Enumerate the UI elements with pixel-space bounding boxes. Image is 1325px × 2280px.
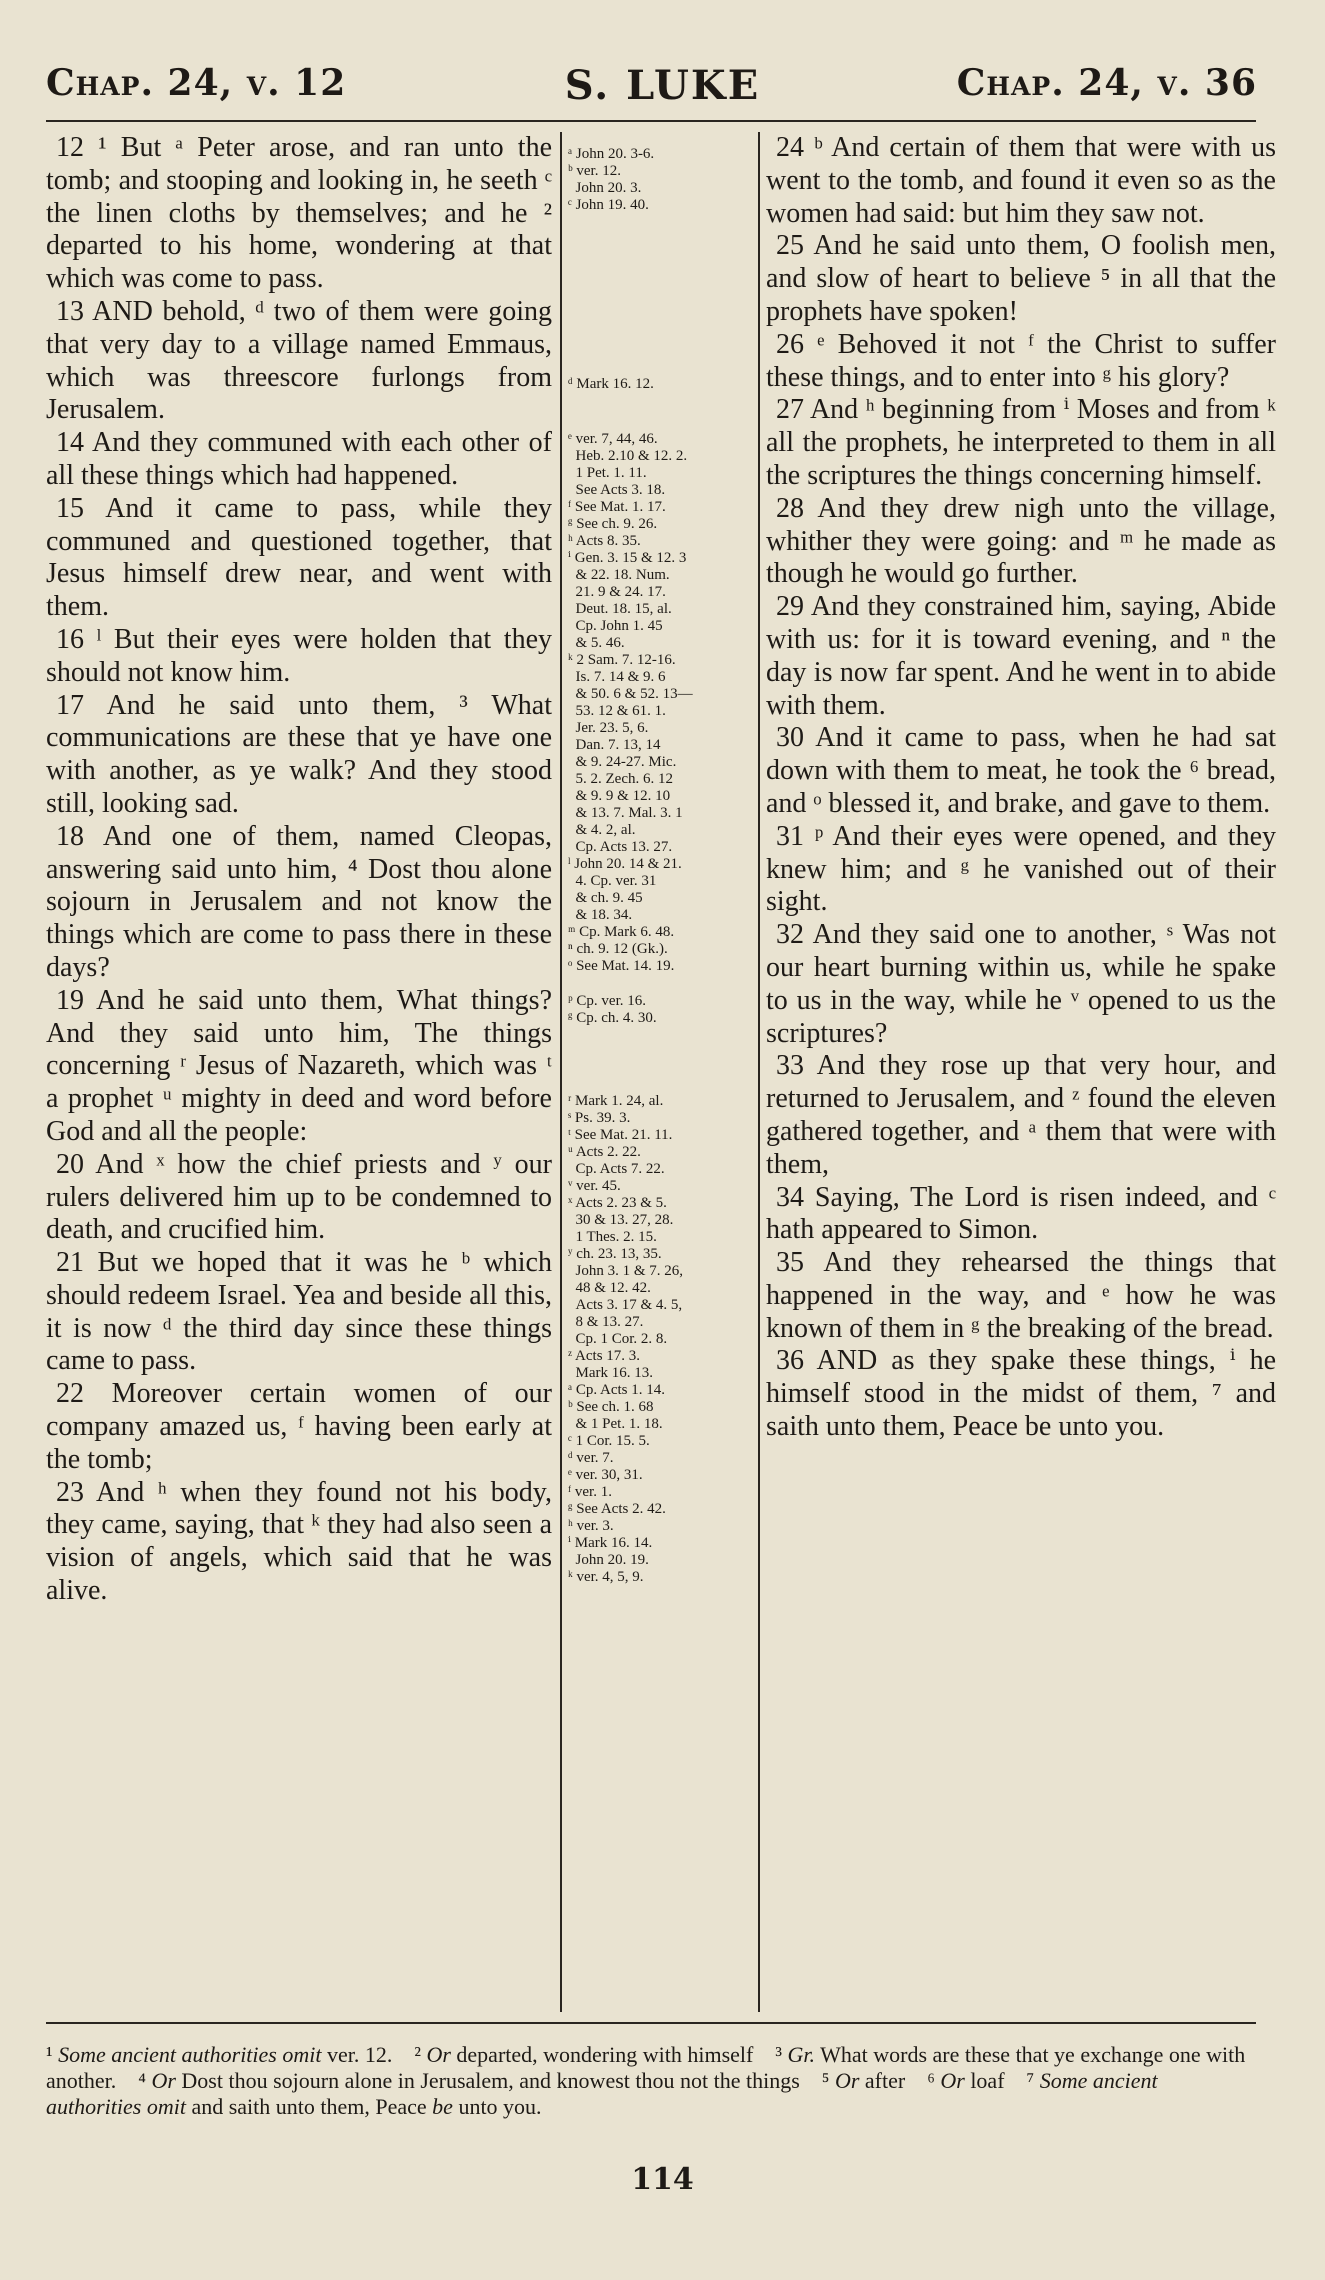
- verse-16: 16 ˡ But their eyes were holden that they should not know him.: [46, 623, 552, 688]
- footnote-italic: be: [432, 2094, 453, 2119]
- verse-33: 33 And they rose up that very hour, and returned to Jerusalem, and ᶻ found the eleven gathered together, and ᵃ them that were with them,: [766, 1050, 1276, 1180]
- footnote-number: ⁶: [927, 2068, 935, 2093]
- footnote-italic: Some ancient authorities omit: [58, 2042, 322, 2067]
- verse-13: 13 AND behold, ᵈ two of them were going that very day to a village named Emmaus, which was threescore furlongs from Jerusalem.: [46, 295, 552, 426]
- footnote-number: ⁷: [1026, 2068, 1035, 2093]
- footnote-italic: Or: [940, 2068, 965, 2093]
- footnote-italic: Some ancient authorities omit: [46, 2068, 1158, 2119]
- verse-19: 19 And he said unto them, What things? And they said unto him, The things concerning ʳ Jesus of Nazareth, which was ᵗ a prophet ᵘ mighty in deed and word before God and all the people:: [46, 984, 552, 1147]
- footnote-text: and saith unto them, Peace: [191, 2094, 427, 2119]
- right-text-column: [766, 132, 1276, 2012]
- header-book-title: S. LUKE: [564, 62, 761, 109]
- verse-35: 35 And they rehearsed the things that happened in the way, and ᵉ how he was known of them in ᵍ the breaking of the bread.: [766, 1247, 1276, 1344]
- verse-25: 25 And he said unto them, O foolish men, and slow of heart to believe ⁵ in all that the prophets have spoken!: [766, 230, 1276, 327]
- footnote-italic: Gr.: [787, 2042, 815, 2067]
- verse-17: 17 And he said unto them, ³ What communications are these that ye have one with another, as ye walk? And they stood still, looking sad.: [46, 689, 552, 819]
- footnote-text: What words are these that ye exchange one with another.: [46, 2042, 1246, 2093]
- cross-reference-column: [568, 132, 753, 2012]
- verse-21: 21 But we hoped that it was he ᵇ which should redeem Israel. Yea and beside all this, it is now ᵈ the third day since these things came to pass.: [46, 1247, 552, 1377]
- footnote-italic: Or: [426, 2042, 451, 2067]
- footnote-text: departed, wondering with himself: [456, 2042, 754, 2067]
- cross-reference-block: ᵃ John 20. 3-6. ᵇ ver. 12. John 20. 3. ᶜ John 19. 40.: [568, 146, 655, 213]
- footnote-italic: Or: [151, 2068, 176, 2093]
- column-divider-left: [560, 132, 562, 2012]
- footnote-number: ³: [775, 2042, 782, 2067]
- cross-reference-block: ᵈ Mark 16. 12.: [568, 376, 654, 392]
- header-left-reference: Chap. 24, v. 12: [46, 62, 347, 104]
- verse-32: 32 And they said one to another, ˢ Was not our heart burning within us, while he spake to us in the way, while he ᵛ opened to us the scriptures?: [766, 919, 1276, 1049]
- verse-29: 29 And they constrained him, saying, Abide with us: for it is toward evening, and ⁿ the day is now far spent. And he went in to abide with them.: [766, 591, 1276, 721]
- footnote-text: ver. 12.: [326, 2042, 393, 2067]
- column-divider-right: [758, 132, 760, 2012]
- verse-31: 31 ᵖ And their eyes were opened, and they knew him; and ᵍ he vanished out of their sight.: [766, 820, 1276, 918]
- footnote-text: unto you.: [458, 2094, 542, 2119]
- verse-22: 22 Moreover certain women of our company amazed us, ᶠ having been early at the tomb;: [46, 1378, 552, 1475]
- footnote-number: ²: [414, 2042, 421, 2067]
- verse-28: 28 And they drew nigh unto the village, whither they were going: and ᵐ he made as though he would go further.: [766, 492, 1276, 590]
- verse-36: 36 AND as they spake these things, ⁱ he himself stood in the midst of them, ⁷ and saith unto them, Peace be unto you.: [766, 1345, 1276, 1443]
- footnote-1: [46, 2042, 392, 2067]
- footnote-text: Dost thou sojourn alone in Jerusalem, and knowest thou not the things: [181, 2068, 800, 2093]
- footnote-rule: [46, 2022, 1256, 2024]
- footnote-number: ⁵: [821, 2068, 830, 2093]
- verse-27: 27 And ʰ beginning from ⁱ Moses and from ᵏ all the prophets, he interpreted to them in all the scriptures the things concerning himself.: [766, 394, 1276, 491]
- cross-reference-block: ᵉ ver. 7, 44, 46. Heb. 2.10 & 12. 2. 1 Pet. 1. 11. See Acts 3. 18. ᶠ See Mat. 1. 17. ᵍ See ch. 9. 26. ʰ Acts 8. 35. ⁱ Gen. 3. 15 & 12. 3 & 22. 18. Num. 21. 9 & 24. 17. Deut. 18. 15, al. Cp. John 1. 45 & 5. 46. ᵏ 2 Sam. 7. 12-16. Is. 7. 14 & 9. 6 & 50. 6 & 52. 13— 53. 12 & 61. 1. Jer. 23. 5, 6. Dan. 7. 13, 14 & 9. 24-27. Mic. 5. 2. Zech. 6. 12 & 9. 9 & 12. 10 & 13. 7. Mal. 3. 1 & 4. 2, al. Cp. Acts 13. 27. ˡ John 20. 14 & 21. 4. Cp. ver. 31 & ch. 9. 45 & 18. 34. ᵐ Cp. Mark 6. 48. ⁿ ch. 9. 12 (Gk.). ᵒ See Mat. 14. 19.: [568, 431, 693, 974]
- footnote-2: [414, 2042, 753, 2067]
- page-number: 114: [631, 2162, 694, 2197]
- header-rule: [46, 120, 1256, 122]
- verse-12: 12 ¹ But ᵃ Peter arose, and ran unto the tomb; and stooping and looking in, he seeth ᶜ the linen cloths by themselves; and he ² departed to his home, wondering at that which was come to pass.: [46, 132, 552, 295]
- cross-reference-block: ʳ Mark 1. 24, al. ˢ Ps. 39. 3. ᵗ See Mat. 21. 11. ᵘ Acts 2. 22. Cp. Acts 7. 22. ᵛ ver. 45. ˣ Acts 2. 23 & 5. 30 & 13. 27, 28. 1 Thes. 2. 15. ʸ ch. 23. 13, 35. John 3. 1 & 7. 26, 48 & 12. 42. Acts 3. 17 & 4. 5, 8 & 13. 27. Cp. 1 Cor. 2. 8. ᶻ Acts 17. 3. Mark 16. 13. ᵃ Cp. Acts 1. 14. ᵇ See ch. 1. 68 & 1 Pet. 1. 18. ᶜ 1 Cor. 15. 5. ᵈ ver. 7. ᵉ ver. 30, 31. ᶠ ver. 1. ᵍ See Acts 2. 42. ʰ ver. 3. ⁱ Mark 16. 14. John 20. 19. ᵏ ver. 4, 5, 9.: [568, 1093, 684, 1585]
- footnote-number: ⁴: [138, 2068, 146, 2093]
- left-text-column: [46, 132, 552, 2012]
- footnote-number: ¹: [46, 2042, 53, 2067]
- verse-26: 26 ᵉ Behoved it not ᶠ the Christ to suffer these things, and to enter into ᵍ his glory?: [766, 328, 1276, 393]
- verse-30: 30 And it came to pass, when he had sat down with them to meat, he took the ⁶ bread, and ᵒ blessed it, and brake, and gave to them.: [766, 722, 1276, 819]
- footnote-text: after: [864, 2068, 906, 2093]
- verse-34: 34 Saying, The Lord is risen indeed, and ᶜ hath appeared to Simon.: [766, 1181, 1276, 1246]
- verse-18: 18 And one of them, named Cleopas, answering said unto him, ⁴ Dost thou alone sojourn in Jerusalem and not know the things which are come to pass there in these days?: [46, 820, 552, 983]
- verse-14: 14 And they communed with each other of all these things which had happened.: [46, 427, 552, 491]
- footnote-6: [927, 2068, 1004, 2093]
- header-right-reference: Chap. 24, v. 36: [956, 62, 1257, 104]
- verse-24: 24 ᵇ And certain of them that were with us went to the tomb, and found it even so as the women had said: but him they saw not.: [766, 132, 1276, 229]
- footnote-4: [138, 2068, 800, 2093]
- footnote-5: [822, 2068, 905, 2093]
- cross-reference-block: ᵖ Cp. ver. 16. ᵍ Cp. ch. 4. 30.: [568, 993, 657, 1026]
- footnote-text: loaf: [970, 2068, 1005, 2093]
- verse-20: 20 And ˣ how the chief priests and ʸ our rulers delivered him up to be condemned to death, and crucified him.: [46, 1148, 552, 1246]
- verse-23: 23 And ʰ when they found not his body, they came, saying, that ᵏ they had also seen a vision of angels, which said that he was alive.: [46, 1476, 552, 1607]
- footnote-italic: Or: [834, 2068, 860, 2093]
- verse-15: 15 And it came to pass, while they communed and questioned together, that Jesus himself drew near, and went with them.: [46, 492, 552, 623]
- footnotes: [46, 2042, 1256, 2120]
